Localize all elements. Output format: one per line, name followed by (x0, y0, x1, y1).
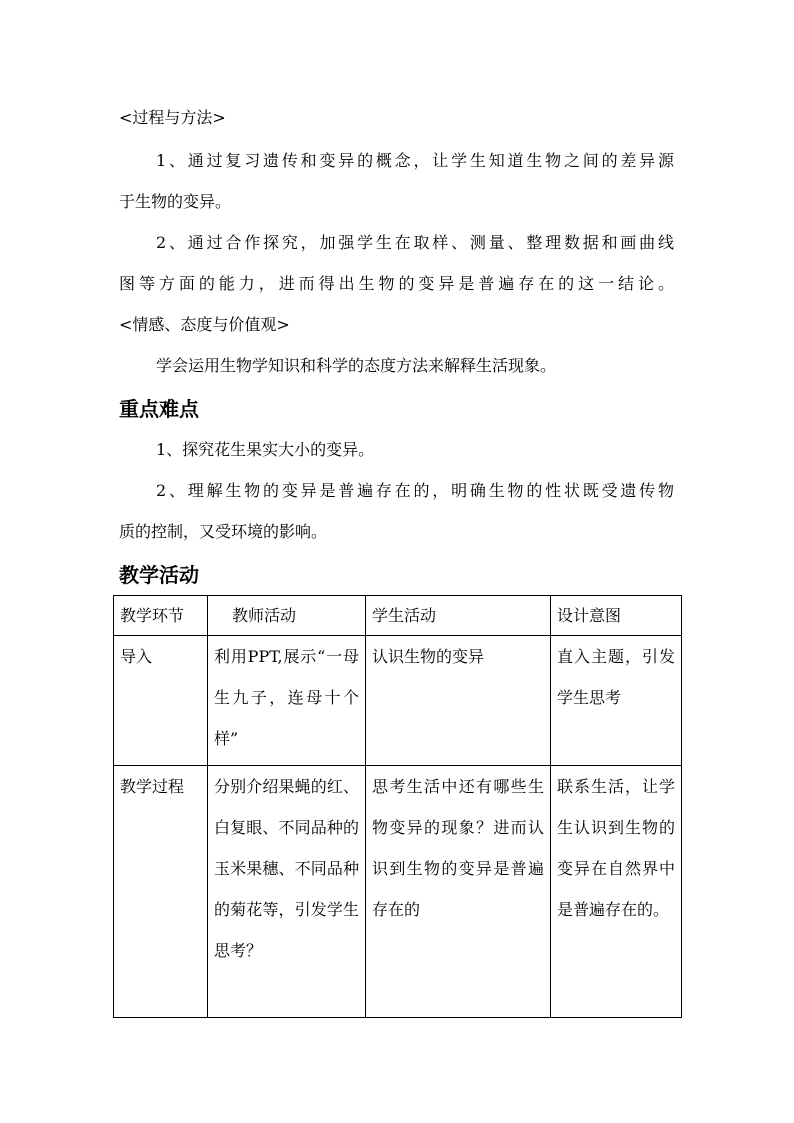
header-student: 学生活动 (366, 596, 551, 636)
row-student-activity: 思考生活中还有哪些生物变异的现象？进而认识到生物的变异是普遍存在的 (366, 766, 551, 1018)
row-teacher-activity: 分别介绍果蝇的红、白复眼、不同品种的玉米果穗、不同品种的菊花等，引发学生思考？ (208, 766, 366, 1018)
activities-table (113, 595, 682, 1018)
table-header-row (114, 596, 682, 636)
table-row (114, 766, 682, 1018)
table-row (114, 636, 682, 766)
process-item-1-line-1: 1、通过复习遗传和变异的概念，让学生知道生物之间的差异源 (156, 151, 674, 170)
emotion-heading: <情感、态度与价值观> (119, 315, 290, 334)
header-stage: 教学环节 (114, 596, 208, 636)
process-item-1-line-2: 于生物的变异。 (119, 192, 232, 211)
activities-title: 教学活动 (119, 563, 199, 587)
row-design-intent: 直入主题，引发学生思考 (551, 636, 682, 766)
key-item-2-line-1: 2、理解生物的变异是普遍存在的，明确生物的性状既受遗传物 (156, 481, 674, 500)
row-design-intent: 联系生活，让学生认识到生物的变异在自然界中是普遍存在的。 (551, 766, 682, 1018)
key-points-title: 重点难点 (119, 397, 199, 421)
key-item-2-line-2: 质的控制，又受环境的影响。 (119, 522, 328, 541)
header-intent: 设计意图 (551, 596, 682, 636)
emotion-text: 学会运用生物学知识和科学的态度方法来解释生活现象。 (156, 356, 557, 375)
process-item-2-line-1: 2、通过合作探究，加强学生在取样、测量、整理数据和画曲线 (156, 233, 674, 252)
process-item-2-line-2: 图等方面的能力，进而得出生物的变异是普遍存在的这一结论。 (119, 274, 674, 293)
row-stage: 导入 (114, 636, 208, 766)
row-student-activity: 认识生物的变异 (366, 636, 551, 766)
row-stage: 教学过程 (114, 766, 208, 1018)
process-method-heading: <过程与方法> (119, 108, 226, 127)
key-item-1: 1、探究花生果实大小的变异。 (156, 440, 375, 459)
row-teacher-activity: 利用PPT,展示“一母生九子，连母十个样” (208, 636, 366, 766)
header-teacher: 教师活动 (208, 596, 366, 636)
